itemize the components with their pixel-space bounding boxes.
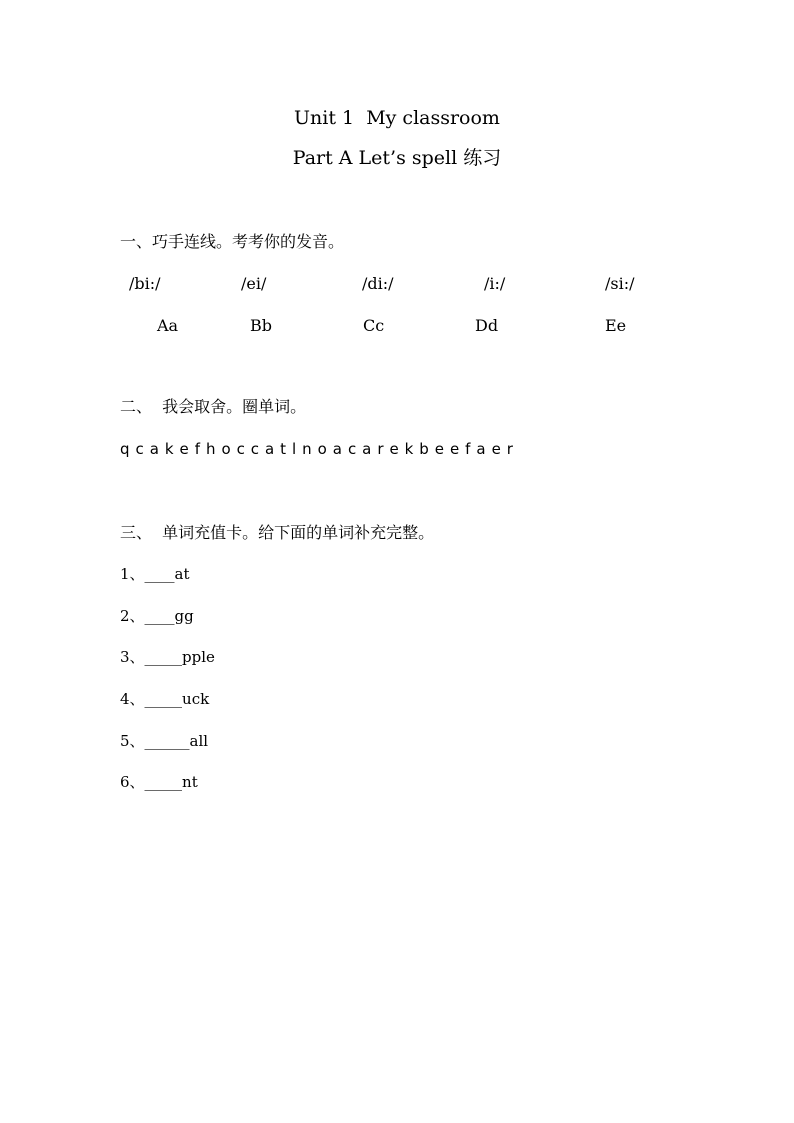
- worksheet-title: Unit 1 My classroom: [294, 107, 500, 129]
- letter-pair: Dd: [475, 316, 499, 335]
- section-2-heading: 二、 我会取舍。圈单词。: [120, 397, 307, 416]
- phonetic-item: /ei/: [241, 274, 267, 293]
- exercise-item: 4、_____uck: [120, 690, 210, 708]
- letter-pair: Bb: [250, 316, 272, 335]
- letter-grid: q c a k e f h o c c a t l n o a c a r e k b e e f a e r: [120, 440, 514, 458]
- section-1-heading: 一、巧手连线。考考你的发音。: [120, 232, 345, 251]
- letter-pair: Ee: [605, 316, 627, 335]
- section-3-heading: 三、 单词充值卡。给下面的单词补充完整。: [120, 523, 435, 542]
- letter-pair: Cc: [363, 316, 385, 335]
- exercise-item: 2、____gg: [120, 607, 194, 625]
- exercise-item: 3、_____pple: [120, 648, 215, 666]
- worksheet-subtitle: Part A Let’s spell 练习: [292, 147, 502, 169]
- letter-pair: Aa: [157, 316, 179, 335]
- phonetic-item: /di:/: [362, 274, 394, 293]
- phonetic-item: /bi:/: [129, 274, 161, 293]
- phonetic-item: /si:/: [605, 274, 635, 293]
- phonetic-item: /i:/: [484, 274, 506, 293]
- exercise-item: 6、_____nt: [120, 773, 198, 791]
- exercise-item: 5、______all: [120, 732, 209, 750]
- exercise-item: 1、____at: [120, 565, 190, 583]
